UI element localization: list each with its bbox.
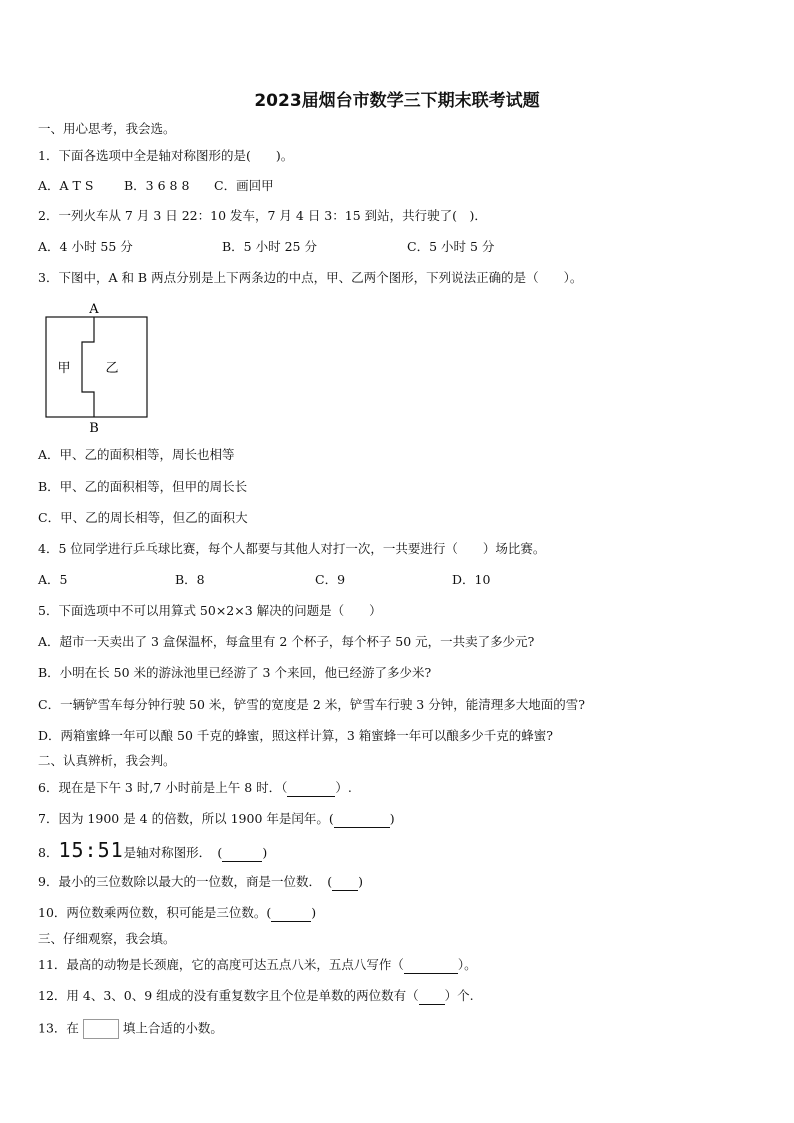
question-4: 4．5 位同学进行乒乓球比赛，每个人都要与其他人对打一次，一共要进行（ ）场比赛。: [38, 541, 546, 556]
question-3-option-a: A．甲、乙的面积相等，周长也相等: [38, 447, 235, 462]
option-a: A．A T S: [38, 178, 94, 193]
option-c: C．画回甲: [214, 178, 274, 193]
answer-blank[interactable]: [404, 957, 458, 974]
point-b-label: B: [89, 421, 99, 436]
question-3-option-b: B．甲、乙的面积相等，但甲的周长长: [38, 479, 248, 494]
question-9: 9．最小的三位数除以最大的一位数，商是一位数． ( ): [38, 874, 363, 889]
option-d: D．10: [452, 572, 491, 587]
option-a: A．4 小时 55 分: [38, 239, 133, 254]
digital-clock-digits: 15:51: [58, 838, 124, 862]
section-heading-1: 一、用心思考，我会选。: [38, 121, 176, 136]
question-6: 6．现在是下午 3 时,7 小时前是上午 8 时．（ ）.: [38, 780, 352, 795]
region-left-label: 甲: [57, 361, 71, 376]
option-a: A．5: [38, 572, 68, 587]
option-c: C．9: [315, 572, 346, 587]
section-heading-3: 三、仔细观察，我会填。: [38, 931, 176, 946]
answer-blank[interactable]: [222, 845, 262, 862]
region-right-label: 乙: [105, 361, 119, 376]
question-5-option-c: C．一辆铲雪车每分钟行驶 50 米，铲雪的宽度是 2 米，铲雪车行驶 3 分钟，能清理多大地面的雪?: [38, 697, 585, 712]
answer-blank[interactable]: [287, 780, 335, 797]
question-3-figure: [38, 298, 158, 438]
question-1: 1．下面各选项中全是轴对称图形的是( )。: [38, 148, 294, 163]
question-5-option-d: D．两箱蜜蜂一年可以酿 50 千克的蜂蜜，照这样计算，3 箱蜜蜂一年可以酿多少千克的蜂蜜?: [38, 728, 554, 743]
answer-blank[interactable]: [271, 905, 311, 922]
answer-blank[interactable]: [334, 811, 390, 828]
point-a-label: A: [89, 302, 99, 317]
question-5-option-b: B．小明在长 50 米的游泳池里已经游了 3 个来回，他已经游了多少米?: [38, 665, 432, 680]
page-title: 2023届烟台市数学三下期末联考试题: [254, 91, 540, 111]
answer-blank[interactable]: [332, 874, 358, 891]
question-2: 2．一列火车从 7 月 3 日 22：10 发车，7 月 4 日 3：15 到站，共行驶了( )．: [38, 208, 487, 223]
question-12: 12．用 4、3、0、9 组成的没有重复数字且个位是单数的两位数有（ ）个.: [38, 988, 474, 1003]
question-3-option-c: C．甲、乙的周长相等，但乙的面积大: [38, 510, 248, 525]
question-8: 8．15:51是轴对称图形． ( ): [38, 838, 268, 862]
question-7: 7．因为 1900 是 4 的倍数，所以 1900 年是闰年。( ): [38, 811, 395, 826]
question-3: 3．下图中，A 和 B 两点分别是上下两条边的中点，甲、乙两个图形，下列说法正确的是（ ）。: [38, 270, 583, 285]
section-heading-2: 二、认真辨析，我会判。: [38, 753, 176, 768]
answer-blank[interactable]: [419, 988, 445, 1005]
option-b: B．3 6 8 8: [124, 178, 190, 193]
dividing-line: [82, 317, 94, 417]
question-11: 11．最高的动物是长颈鹿，它的高度可达五点八米，五点八写作（ ）。: [38, 957, 477, 972]
option-b: B．8: [175, 572, 205, 587]
option-c: C．5 小时 5 分: [407, 239, 495, 254]
question-10: 10．两位数乘两位数，积可能是三位数。( ): [38, 905, 317, 920]
question-5-option-a: A．超市一天卖出了 3 盒保温杯，每盒里有 2 个杯子，每个杯子 50 元，一共卖了多少元?: [38, 634, 535, 649]
option-b: B．5 小时 25 分: [222, 239, 317, 254]
question-13: 13．在 填上合适的小数。: [38, 1019, 223, 1039]
question-5: 5．下面选项中不可以用算式 50×2×3 解决的问题是（ ）: [38, 603, 382, 618]
answer-box[interactable]: [83, 1019, 119, 1039]
